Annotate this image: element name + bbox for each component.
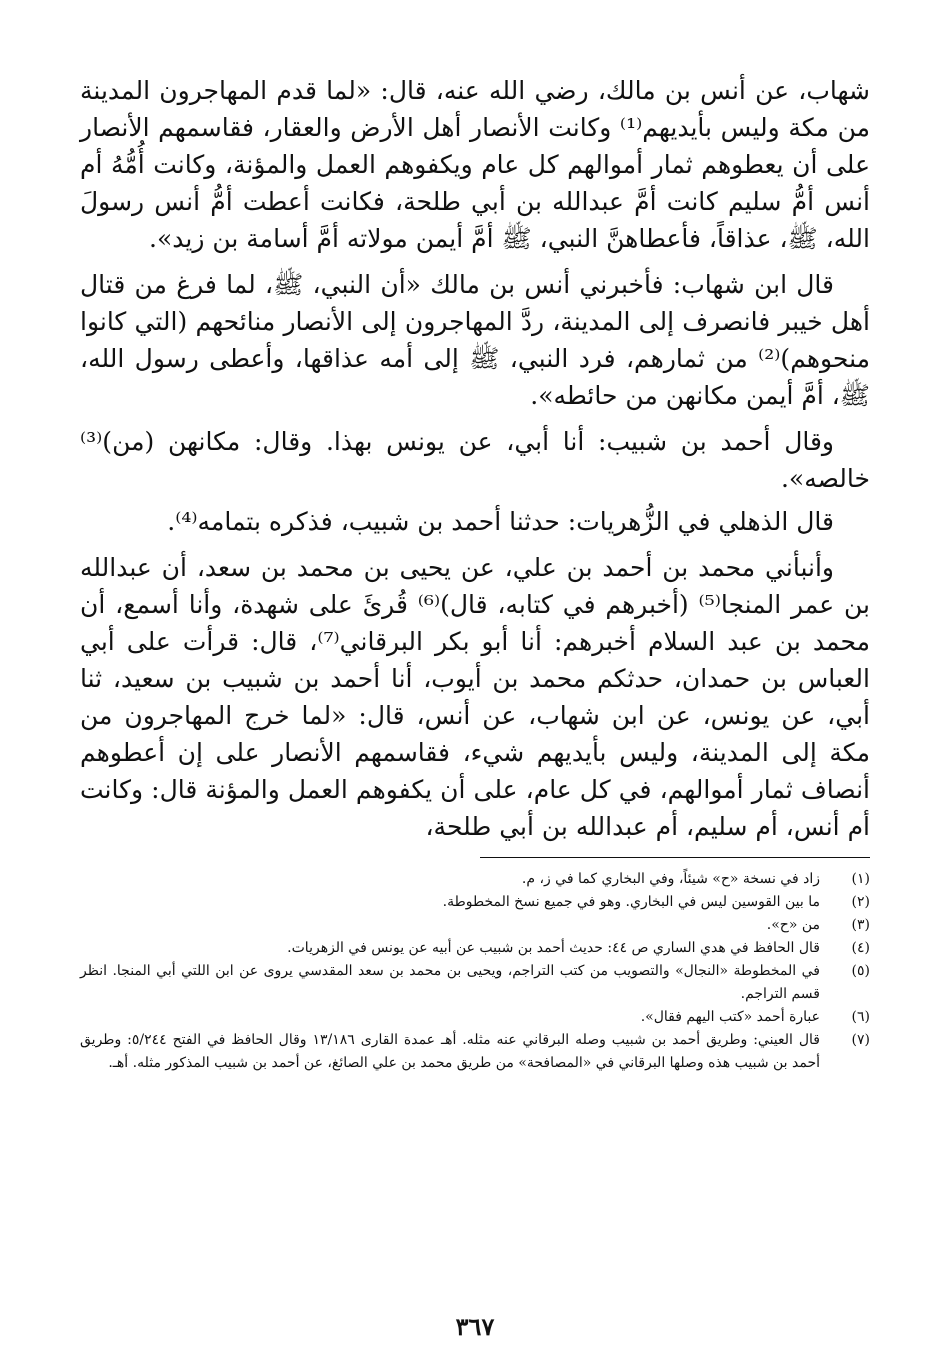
footnote-text: ما بين القوسين ليس في البخاري. وهو في جميع نسخ المخطوطة.	[442, 894, 820, 910]
footnote-text: من «ح».	[766, 917, 820, 933]
footnote-number: (٣)	[851, 917, 870, 933]
footnote-divider	[480, 857, 870, 858]
footnote-text: عبارة أحمد «كتب اليهم فقال».	[640, 1009, 820, 1025]
main-text	[80, 72, 870, 845]
paragraph: شهاب، عن أنس بن مالك، رضي الله عنه، قال: «لما قدم المهاجرون المدينة من مكة وليس بأيديهم⁽¹⁾ وكانت الأنصار أهل الأرض والعقار، فقاسمهم الأنصار على أن يعطوهم ثمار أموالهم كل عام ويكفوهم العمل والمؤنة، وكانت أُمُّهُ أم أنس أمُّ سليم كانت أمَّ عبدالله بن أبي طلحة، فكانت أعطت أمُّ أنس رسولَ الله، ﷺ، عذاقاً، فأعطاهنَّ النبي، ﷺ أمَّ أيمن مولاته أمَّ أسامة بن زيد».	[80, 76, 870, 253]
footnote-number: (٧)	[851, 1032, 870, 1048]
footnote-number: (٢)	[851, 894, 870, 910]
paragraph: وقال أحمد بن شبيب: أنا أبي، عن يونس بهذا. وقال: مكانهن (من)⁽³⁾ خالصه».	[80, 427, 870, 493]
book-page	[80, 72, 871, 1341]
paragraph: وأنبأني محمد بن أحمد بن علي، عن يحيى بن محمد بن سعد، أن عبدالله بن عمر المنجا⁽⁵⁾ (أخبرهم في كتابه، قال)⁽⁶⁾ قُرئَ على شهدة، وأنا أسمع، أن محمد بن عبد السلام أخبرهم: أنا أبو بكر البرقاني⁽⁷⁾، قال: قرأت على أبي العباس بن حمدان، حدثكم محمد بن أيوب، أنا أحمد بن شبيب بن سعيد، ثنا أبي، عن يونس، عن ابن شهاب، عن أنس، قال: «لما خرج المهاجرون من مكة إلى المدينة، وليس بأيديهم شيء، فقاسمهم الأنصار على إن أعطوهم أنصاف ثمار أموالهم، في كل عام، على أن يكفوهم العمل والمؤنة قال: وكانت أم أنس، أم سليم، أم عبدالله بن أبي طلحة،	[80, 553, 871, 841]
footnote-item	[80, 960, 870, 1006]
paragraph: قال ابن شهاب: فأخبرني أنس بن مالك «أن النبي، ﷺ، لما فرغ من قتال أهل خيبر فانصرف إلى المدينة، ردَّ المهاجرون إلى الأنصار منائحهم (التي كانوا منحوهم)⁽²⁾ من ثمارهم، فرد النبي، ﷺ إلى أمه عذاقها، وأعطى رسول الله، ﷺ، أمَّ أيمن مكانهن من حائطه».	[80, 270, 870, 410]
footnote-item	[80, 914, 870, 937]
footnote-item	[80, 868, 870, 891]
footnote-number: (١)	[851, 871, 870, 887]
footnote-item	[80, 1006, 870, 1029]
footnote-number: (٦)	[851, 1009, 870, 1025]
footnote-item	[80, 937, 870, 960]
page-number: ٣٦٧	[455, 1312, 495, 1341]
footnote-number: (٤)	[851, 940, 870, 956]
footnote-text: قال العيني: وطريق أحمد بن شبيب وصله البرقاني عنه مثله. أهـ عمدة القارى ١٣/١٨٦ وقال الحافظ في الفتح ٥/٢٤٤: وطريق أحمد بن شبيب هذه وصلها البرقاني في «المصافحة» من طريق محمد بن علي الصائغ، عن أحمد بن شبيب المذكور مثله. أهـ.	[80, 1032, 820, 1071]
footnote-text: في المخطوطة «النجال» والتصويب من كتب التراجم، ويحيى بن محمد بن سعد المقدسي يروى عن ابن اللتي أبي المنجا. انظر قسم التراجم.	[80, 963, 820, 1002]
paragraph: قال الذهلي في الزُّهريات: حدثنا أحمد بن شبيب، فذكره بتمامه⁽⁴⁾.	[167, 507, 834, 536]
footnote-item	[80, 1029, 870, 1075]
footnote-number: (٥)	[851, 963, 870, 979]
footnote-text: زاد في نسخة «ح» شيئاً، وفي البخاري كما في ز، م.	[521, 871, 820, 887]
footnote-item	[80, 891, 870, 914]
footnotes	[80, 868, 870, 1075]
footnote-text: قال الحافظ في هدي الساري ص ٤٤: حديث أحمد بن شبيب عن أبيه عن يونس في الزهريات.	[287, 940, 820, 956]
